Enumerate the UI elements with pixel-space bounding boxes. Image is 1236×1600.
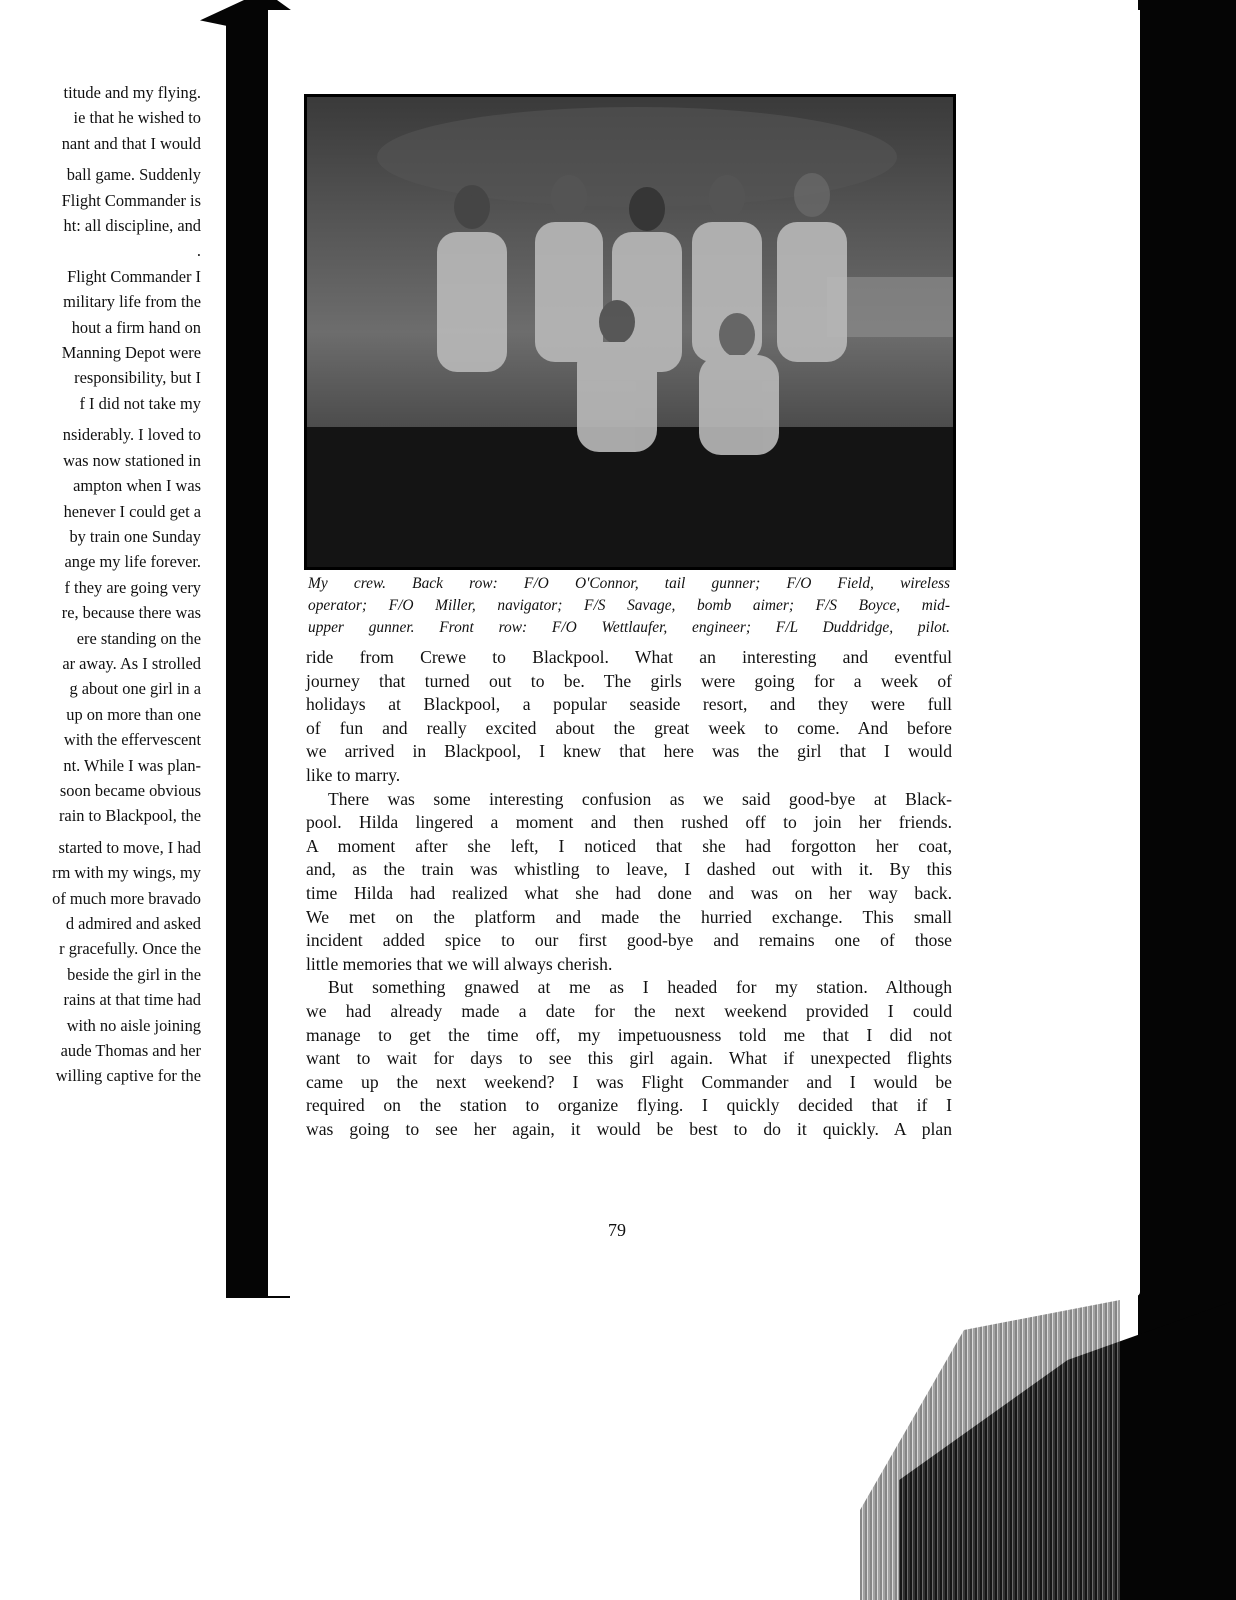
text-line: we had already made a date for the next weekend provided I could: [306, 1000, 952, 1021]
left-page-fragment: [0, 0, 215, 1600]
text-line: time Hilda had realized what she had done and was on her way back.: [306, 882, 952, 903]
left-text-line: military life from the: [63, 292, 201, 312]
text-line: holidays at Blackpool, a popular seaside resort, and they were full: [306, 694, 952, 715]
left-text-line: rains at that time had: [63, 990, 201, 1010]
caption-line: operator; F/O Miller, navigator; F/S Savage, bomb aimer; F/S Boyce, mid-: [308, 597, 950, 614]
left-text-line: aude Thomas and her: [60, 1041, 201, 1061]
body-text: [306, 646, 952, 1141]
text-line: and, as the train was whistling to leave, I dashed out with it. By this: [306, 859, 952, 880]
crew-photo-image: [307, 97, 953, 567]
text-line: But something gnawed at me as I headed for my station. Although: [328, 977, 952, 998]
left-text-line: f they are going very: [64, 577, 201, 597]
photo-caption: [308, 573, 950, 639]
text-line: we arrived in Blackpool, I knew that here was the girl that I would: [306, 741, 952, 762]
caption-line: My crew. Back row: F/O O'Connor, tail gunner; F/O Field, wireless: [308, 575, 950, 592]
left-text-line: ar away. As I strolled: [62, 653, 201, 673]
left-text-line: willing captive for the: [55, 1066, 201, 1086]
text-line: of fun and really excited about the great week to come. And before: [306, 717, 952, 738]
left-text-line: responsibility, but I: [74, 368, 201, 388]
left-text-line: soon became obvious: [59, 780, 201, 800]
scan-noise: [860, 1300, 1120, 1600]
left-text-line: with no aisle joining: [66, 1015, 201, 1035]
page-number: 79: [608, 1220, 626, 1240]
left-text-line: ie that he wished to: [73, 108, 201, 128]
left-text-line: .: [196, 241, 201, 261]
text-line: came up the next weekend? I was Flight Commander and I would be: [306, 1071, 952, 1092]
left-text-line: ht: all discipline, and: [63, 216, 201, 236]
paragraph-3: [306, 976, 952, 1141]
left-text-line: rain to Blackpool, the: [58, 806, 201, 826]
left-text-line: nt. While I was plan-: [63, 755, 201, 775]
left-text-line: of much more bravado: [52, 888, 201, 908]
left-text-line: r gracefully. Once the: [59, 939, 201, 959]
text-line: There was some interesting confusion as we said good-bye at Black-: [328, 788, 952, 809]
text-line: A moment after she left, I noticed that she had forgotton her coat,: [306, 835, 952, 856]
text-line: like to marry.: [306, 764, 401, 785]
left-text-line: with the effervescent: [63, 730, 201, 750]
text-line: We met on the platform and made the hurried exchange. This small: [306, 906, 952, 927]
text-line: pool. Hilda lingered a moment and then rushed off to join her friends.: [306, 812, 952, 833]
text-line: little memories that we will always cherish.: [306, 953, 613, 974]
left-text-line: ere standing on the: [76, 628, 201, 648]
text-line: was going to see her again, it would be best to do it quickly. A plan: [306, 1118, 952, 1139]
paragraph-2: [306, 788, 952, 977]
left-text-line: henever I could get a: [63, 501, 201, 521]
text-line: incident added spice to our first good-bye and remains one of those: [306, 930, 952, 951]
left-text-line: ampton when I was: [73, 476, 201, 496]
left-text-line: beside the girl in the: [67, 964, 201, 984]
right-page: [268, 10, 1140, 1296]
left-text-line: rm with my wings, my: [52, 863, 201, 883]
left-text-line: f I did not take my: [79, 393, 201, 413]
left-text-line: ball game. Suddenly: [66, 165, 201, 185]
left-text-line: hout a firm hand on: [71, 317, 201, 337]
left-text-line: Flight Commander is: [61, 190, 201, 210]
left-text-line: nsiderably. I loved to: [62, 425, 201, 445]
left-text-line: titude and my flying.: [63, 83, 201, 102]
left-text-line: g about one girl in a: [69, 679, 201, 699]
text-line: want to wait for days to see this girl again. What if unexpected flights: [306, 1048, 952, 1069]
left-page-text: [0, 80, 201, 1089]
text-line: ride from Crewe to Blackpool. What an interesting and eventful: [306, 647, 952, 667]
crew-photograph: [304, 94, 956, 570]
left-text-line: Flight Commander I: [67, 266, 201, 286]
paragraph-1: [306, 646, 952, 788]
left-text-line: ange my life forever.: [64, 552, 201, 572]
caption-line: upper gunner. Front row: F/O Wettlaufer, engineer; F/L Duddridge, pilot.: [308, 619, 950, 636]
left-text-line: was now stationed in: [63, 450, 201, 470]
left-text-line: re, because there was: [61, 603, 201, 623]
left-text-line: by train one Sunday: [69, 526, 201, 546]
text-line: journey that turned out to be. The girls were going for a week of: [306, 670, 952, 691]
text-line: required on the station to organize flying. I quickly decided that if I: [306, 1095, 952, 1116]
left-text-line: started to move, I had: [58, 837, 201, 857]
left-text-line: up on more than one: [66, 704, 201, 724]
left-text-line: d admired and asked: [65, 914, 201, 933]
left-text-line: nant and that I would: [61, 133, 201, 153]
left-text-line: Manning Depot were: [61, 343, 201, 363]
text-line: manage to get the time off, my impetuousness told me that I did not: [306, 1024, 952, 1045]
